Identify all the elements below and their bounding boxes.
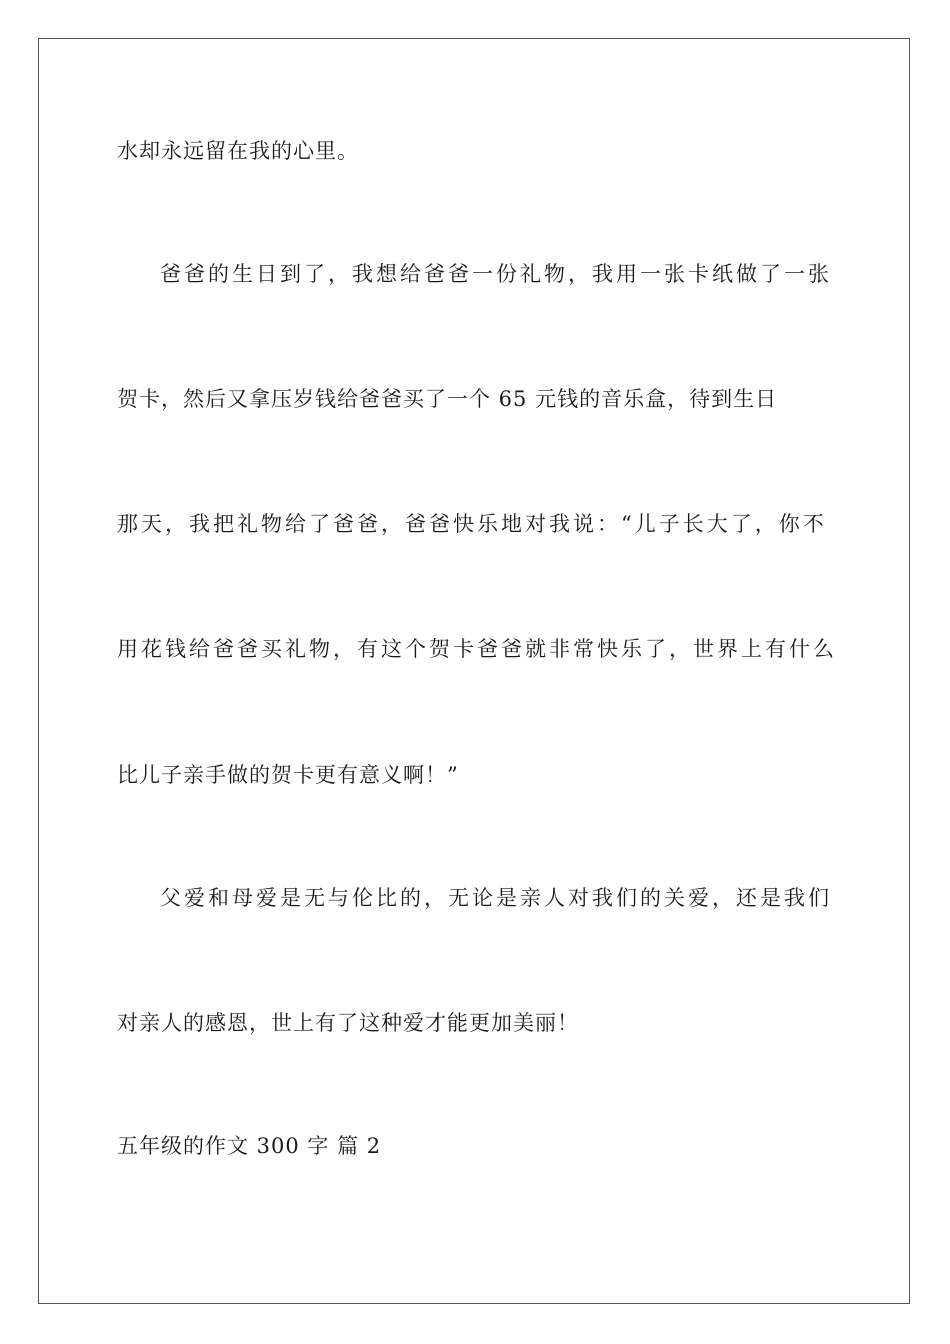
text-line: 贺卡，然后又拿压岁钱给爸爸买了一个 65 元钱的音乐盒，待到生日 [117,387,778,411]
text-line: 对亲人的感恩，世上有了这种爱才能更加美丽！ [117,1011,579,1035]
text-line: 父爱和母爱是无与伦比的，无论是亲人对我们的关爱，还是我们 [160,886,832,910]
text-line: 爸爸的生日到了，我想给爸爸一份礼物，我用一张卡纸做了一张 [160,262,832,286]
text-line: 那天，我把礼物给了爸爸，爸爸快乐地对我说：“儿子长大了，你不 [117,512,827,536]
page-frame [38,38,910,1304]
text-line: 水却永远留在我的心里。 [117,139,359,163]
section-heading: 五年级的作文 300 字 篇 2 [117,1134,382,1158]
text-line: 用花钱给爸爸买礼物，有这个贺卡爸爸就非常快乐了，世界上有什么 [117,637,837,661]
text-line: 比儿子亲手做的贺卡更有意义啊！” [117,763,459,787]
